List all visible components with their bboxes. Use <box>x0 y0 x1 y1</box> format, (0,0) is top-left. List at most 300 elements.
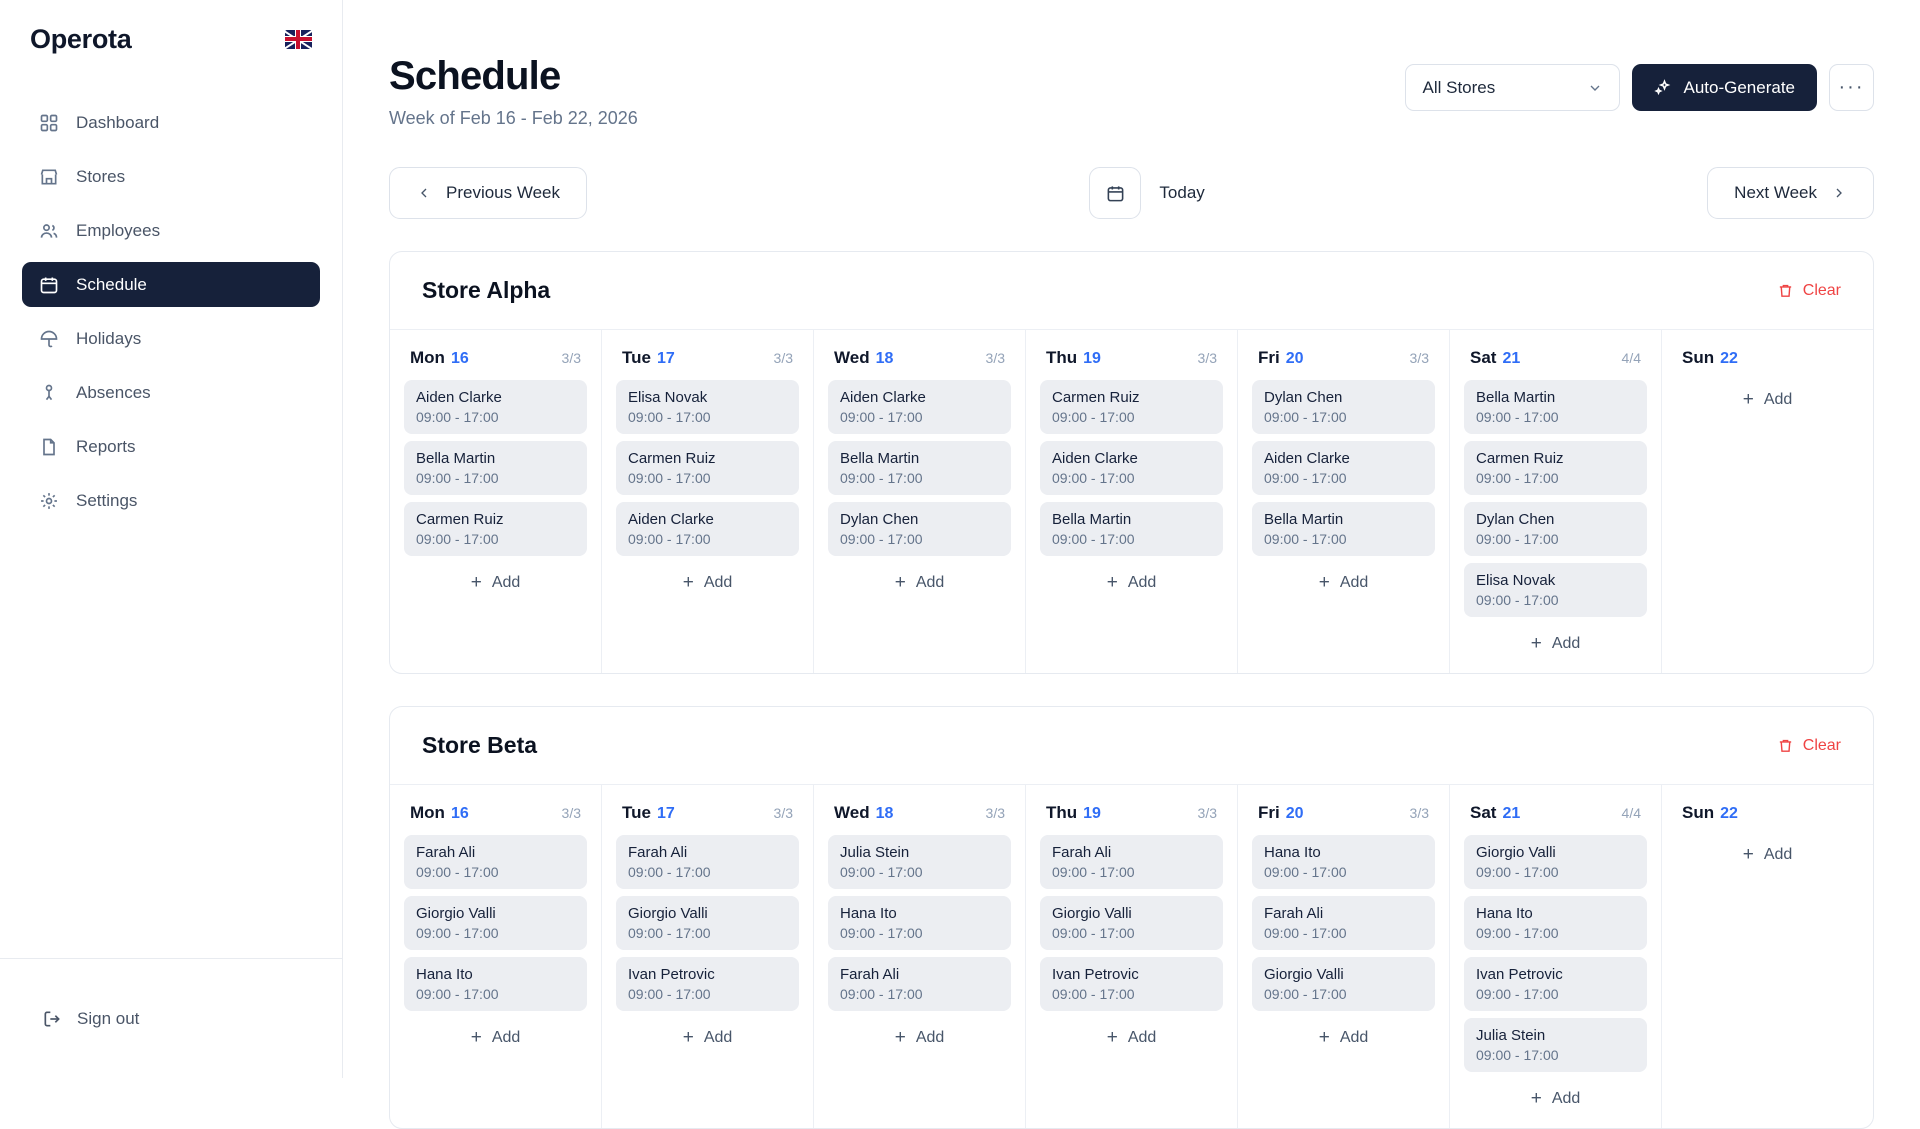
store-name: Store Alpha <box>422 277 551 303</box>
day-header <box>1464 799 1647 835</box>
page-title: Schedule <box>389 54 561 98</box>
shift-time: 09:00 - 17:00 <box>416 986 499 1002</box>
store-card <box>389 706 1874 1129</box>
shift-block[interactable] <box>1252 896 1435 950</box>
clear-schedule-button[interactable] <box>1777 737 1841 755</box>
day-title <box>1258 803 1304 823</box>
day-name: Mon <box>410 803 445 822</box>
day-title <box>1682 803 1738 823</box>
day-staff-count: 3/3 <box>985 805 1005 821</box>
day-staff-count: 3/3 <box>773 350 793 366</box>
sidebar-item-holidays[interactable] <box>22 316 320 361</box>
person-off-icon <box>38 382 60 404</box>
day-title <box>410 348 469 368</box>
add-label: Add <box>1339 573 1369 591</box>
day-title <box>834 803 893 823</box>
shift-time: 09:00 - 17:00 <box>1264 986 1347 1002</box>
next-week-label: Next Week <box>1734 183 1817 202</box>
shift-employee: Bella Martin <box>1476 389 1556 406</box>
shift-block[interactable] <box>1464 896 1647 950</box>
shift-block[interactable] <box>1252 502 1435 556</box>
day-name: Tue <box>622 348 651 367</box>
day-number: 16 <box>450 805 469 822</box>
users-icon <box>38 220 60 242</box>
sidebar-item-absences[interactable] <box>22 370 320 415</box>
add-label: Add <box>491 1028 521 1046</box>
shift-employee: Carmen Ruiz <box>1476 450 1564 467</box>
dashboard-icon <box>38 112 60 134</box>
add-label: Add <box>1551 634 1581 652</box>
shift-time: 09:00 - 17:00 <box>840 531 923 547</box>
day-staff-count: 3/3 <box>985 350 1005 366</box>
logout-icon <box>42 1009 62 1029</box>
plus-icon: + <box>894 1027 906 1048</box>
shift-time: 09:00 - 17:00 <box>1476 470 1559 486</box>
shift-time: 09:00 - 17:00 <box>1476 409 1559 425</box>
shift-block[interactable] <box>1464 563 1647 617</box>
shift-time: 09:00 - 17:00 <box>840 925 923 941</box>
chevron-left-icon <box>416 185 432 201</box>
shift-block[interactable] <box>404 896 587 950</box>
day-header <box>616 799 799 835</box>
add-label: Add <box>915 573 945 591</box>
day-header <box>828 344 1011 380</box>
day-number: 22 <box>1720 805 1738 822</box>
more-options-button[interactable]: ··· <box>1829 64 1874 111</box>
shift-block[interactable] <box>1252 441 1435 495</box>
trash-icon <box>1777 737 1794 754</box>
sidebar <box>0 0 343 1078</box>
day-header <box>1464 344 1647 380</box>
shift-time: 09:00 - 17:00 <box>840 864 923 880</box>
store-card <box>389 251 1874 674</box>
shift-block[interactable] <box>404 835 587 889</box>
shift-block[interactable] <box>828 441 1011 495</box>
day-name: Wed <box>834 803 870 822</box>
shift-time: 09:00 - 17:00 <box>1052 470 1135 486</box>
shift-time: 09:00 - 17:00 <box>1476 531 1559 547</box>
shift-time: 09:00 - 17:00 <box>1476 592 1559 608</box>
shift-block[interactable] <box>404 441 587 495</box>
shift-employee: Aiden Clarke <box>628 511 714 528</box>
day-column <box>1450 785 1662 1128</box>
plus-icon: + <box>1106 1027 1118 1048</box>
day-column <box>602 785 814 1128</box>
shift-block[interactable] <box>1464 441 1647 495</box>
day-staff-count: 3/3 <box>1409 805 1429 821</box>
add-shift-button[interactable] <box>1464 1079 1647 1110</box>
next-week-button[interactable] <box>1707 167 1874 219</box>
day-title <box>1046 348 1101 368</box>
shift-employee: Bella Martin <box>840 450 920 467</box>
add-shift-button[interactable] <box>1464 624 1647 655</box>
day-number: 20 <box>1285 350 1304 367</box>
add-label: Add <box>1763 390 1793 408</box>
auto-generate-button[interactable] <box>1632 64 1817 111</box>
store-schedule-list <box>389 251 1874 1129</box>
today-button[interactable]: Today <box>1159 183 1205 202</box>
day-number: 18 <box>875 805 894 822</box>
plus-icon: + <box>1742 844 1754 865</box>
shift-block[interactable] <box>1252 380 1435 434</box>
header-actions <box>1405 54 1874 111</box>
day-column <box>814 785 1026 1128</box>
day-title <box>1258 348 1304 368</box>
sidebar-item-label: Reports <box>76 436 136 456</box>
shift-time: 09:00 - 17:00 <box>1476 864 1559 880</box>
sidebar-item-settings[interactable] <box>22 478 320 523</box>
week-days <box>390 330 1873 673</box>
uk-flag-icon[interactable] <box>285 30 312 49</box>
shift-block[interactable] <box>616 957 799 1011</box>
day-number: 17 <box>656 805 675 822</box>
day-name: Thu <box>1046 348 1078 367</box>
add-shift-button[interactable] <box>1252 563 1435 594</box>
day-column <box>1026 330 1238 673</box>
shift-block[interactable] <box>1040 502 1223 556</box>
day-number: 21 <box>1502 805 1521 822</box>
shift-employee: Farah Ali <box>840 966 900 983</box>
shift-time: 09:00 - 17:00 <box>628 531 711 547</box>
add-label: Add <box>1339 1028 1369 1046</box>
shift-block[interactable] <box>828 502 1011 556</box>
shift-employee: Bella Martin <box>1052 511 1132 528</box>
day-column <box>390 785 602 1128</box>
day-name: Sat <box>1470 348 1497 367</box>
shift-employee: Ivan Petrovic <box>1476 966 1563 983</box>
app-logo: Operota <box>30 23 132 54</box>
day-column <box>1026 785 1238 1128</box>
shift-time: 09:00 - 17:00 <box>628 925 711 941</box>
day-name: Mon <box>410 348 445 367</box>
shift-time: 09:00 - 17:00 <box>1476 925 1559 941</box>
plus-icon: + <box>1530 1088 1542 1109</box>
document-icon <box>38 436 60 458</box>
shift-time: 09:00 - 17:00 <box>1264 925 1347 941</box>
plus-icon: + <box>470 1027 482 1048</box>
add-label: Add <box>703 1028 733 1046</box>
plus-icon: + <box>1530 633 1542 654</box>
day-staff-count: 4/4 <box>1621 805 1641 821</box>
add-shift-button[interactable] <box>1040 563 1223 594</box>
day-number: 19 <box>1083 350 1101 367</box>
day-title <box>834 348 893 368</box>
week-days <box>390 785 1873 1128</box>
shift-employee: Bella Martin <box>416 450 496 467</box>
shift-time: 09:00 - 17:00 <box>416 470 499 486</box>
day-name: Tue <box>622 803 651 822</box>
sidebar-item-label: Dashboard <box>76 112 160 132</box>
shift-time: 09:00 - 17:00 <box>1476 1047 1559 1063</box>
day-column <box>390 330 602 673</box>
shift-employee: Aiden Clarke <box>416 389 502 406</box>
shift-time: 09:00 - 17:00 <box>1052 925 1135 941</box>
page-title-block <box>389 54 638 129</box>
shift-block[interactable] <box>828 835 1011 889</box>
sidebar-item-stores[interactable] <box>22 154 320 199</box>
chevron-right-icon <box>1831 185 1847 201</box>
shift-block[interactable] <box>1464 1018 1647 1072</box>
day-name: Sun <box>1682 803 1715 822</box>
shift-block[interactable] <box>1464 835 1647 889</box>
shift-block[interactable] <box>1464 502 1647 556</box>
clear-label: Clear <box>1802 281 1841 299</box>
shift-employee: Aiden Clarke <box>1052 450 1138 467</box>
add-shift-button[interactable] <box>616 563 799 594</box>
calendar-picker-button[interactable] <box>1089 167 1141 219</box>
shift-block[interactable] <box>1040 835 1223 889</box>
day-number: 22 <box>1720 350 1738 367</box>
shift-employee: Carmen Ruiz <box>1052 389 1140 406</box>
shift-block[interactable] <box>616 896 799 950</box>
store-name: Store Beta <box>422 732 538 758</box>
shift-time: 09:00 - 17:00 <box>1264 409 1347 425</box>
day-title <box>1470 348 1520 368</box>
shift-employee: Hana Ito <box>1476 905 1533 922</box>
shift-employee: Aiden Clarke <box>1264 450 1350 467</box>
shift-time: 09:00 - 17:00 <box>416 409 499 425</box>
day-number: 16 <box>450 350 469 367</box>
day-column <box>1450 330 1662 673</box>
day-header <box>1676 799 1859 835</box>
auto-generate-label: Auto-Generate <box>1683 77 1795 97</box>
shift-time: 09:00 - 17:00 <box>840 470 923 486</box>
shift-block[interactable] <box>1040 957 1223 1011</box>
shift-employee: Carmen Ruiz <box>416 511 504 528</box>
sidebar-item-label: Schedule <box>76 274 147 294</box>
day-staff-count: 3/3 <box>561 805 581 821</box>
day-staff-count: 3/3 <box>1197 350 1217 366</box>
day-header <box>404 344 587 380</box>
shift-employee: Carmen Ruiz <box>628 450 716 467</box>
shift-time: 09:00 - 17:00 <box>1264 470 1347 486</box>
trash-icon <box>1777 282 1794 299</box>
plus-icon: + <box>894 572 906 593</box>
store-icon <box>38 166 60 188</box>
day-staff-count: 4/4 <box>1621 350 1641 366</box>
store-filter-select[interactable] <box>1405 64 1620 111</box>
add-shift-button[interactable] <box>828 563 1011 594</box>
sidebar-nav <box>0 78 342 958</box>
shift-block[interactable] <box>1252 835 1435 889</box>
plus-icon: + <box>1318 572 1330 593</box>
shift-employee: Dylan Chen <box>1264 389 1343 406</box>
shift-time: 09:00 - 17:00 <box>628 409 711 425</box>
day-title <box>1046 803 1101 823</box>
shift-block[interactable] <box>616 380 799 434</box>
shift-block[interactable] <box>1040 896 1223 950</box>
shift-employee: Giorgio Valli <box>628 905 708 922</box>
day-number: 18 <box>875 350 894 367</box>
add-label: Add <box>1551 1089 1581 1107</box>
sidebar-item-label: Employees <box>76 220 161 240</box>
shift-block[interactable] <box>1040 380 1223 434</box>
shift-block[interactable] <box>828 380 1011 434</box>
sidebar-item-label: Absences <box>76 382 151 402</box>
store-filter-value: All Stores <box>1422 77 1496 97</box>
shift-block[interactable] <box>616 835 799 889</box>
day-header <box>616 344 799 380</box>
day-title <box>622 803 675 823</box>
shift-block[interactable] <box>828 896 1011 950</box>
day-header <box>1252 799 1435 835</box>
day-number: 21 <box>1502 350 1521 367</box>
shift-block[interactable] <box>1252 957 1435 1011</box>
day-title <box>622 348 675 368</box>
shift-block[interactable] <box>1040 441 1223 495</box>
sidebar-item-employees[interactable] <box>22 208 320 253</box>
shift-employee: Elisa Novak <box>1476 572 1556 589</box>
add-shift-button[interactable] <box>828 1018 1011 1049</box>
shift-time: 09:00 - 17:00 <box>416 531 499 547</box>
day-name: Fri <box>1258 348 1280 367</box>
add-label: Add <box>1763 845 1793 863</box>
day-staff-count: 3/3 <box>1409 350 1429 366</box>
clear-schedule-button[interactable] <box>1777 282 1841 300</box>
shift-time: 09:00 - 17:00 <box>1052 864 1135 880</box>
today-group <box>1089 167 1204 219</box>
shift-employee: Hana Ito <box>840 905 897 922</box>
add-shift-button[interactable] <box>404 1018 587 1049</box>
page-header <box>389 54 1874 129</box>
shift-employee: Julia Stein <box>840 844 910 861</box>
sidebar-item-label: Holidays <box>76 328 142 348</box>
day-number: 19 <box>1083 805 1101 822</box>
day-number: 20 <box>1285 805 1304 822</box>
sidebar-footer <box>0 958 342 1078</box>
shift-employee: Julia Stein <box>1476 1027 1546 1044</box>
add-label: Add <box>491 573 521 591</box>
shift-employee: Hana Ito <box>1264 844 1321 861</box>
day-name: Sun <box>1682 348 1715 367</box>
shift-time: 09:00 - 17:00 <box>628 864 711 880</box>
shift-block[interactable] <box>404 957 587 1011</box>
previous-week-button[interactable] <box>389 167 587 219</box>
shift-employee: Dylan Chen <box>840 511 919 528</box>
day-column <box>814 330 1026 673</box>
sidebar-header <box>0 0 342 78</box>
day-staff-count: 3/3 <box>773 805 793 821</box>
store-card-header <box>390 707 1873 785</box>
day-title <box>1682 348 1738 368</box>
day-header <box>1676 344 1859 380</box>
sidebar-item-label: Stores <box>76 166 126 186</box>
shift-employee: Giorgio Valli <box>416 905 496 922</box>
add-label: Add <box>1127 1028 1157 1046</box>
sidebar-item-dashboard[interactable] <box>22 100 320 145</box>
add-label: Add <box>703 573 733 591</box>
shift-time: 09:00 - 17:00 <box>1052 409 1135 425</box>
shift-time: 09:00 - 17:00 <box>1264 864 1347 880</box>
sign-out-label: Sign out <box>77 1008 140 1028</box>
shift-employee: Farah Ali <box>1264 905 1324 922</box>
umbrella-icon <box>38 328 60 350</box>
day-name: Fri <box>1258 803 1280 822</box>
shift-employee: Dylan Chen <box>1476 511 1555 528</box>
sparkle-icon <box>1654 79 1672 97</box>
day-header <box>1040 344 1223 380</box>
shift-block[interactable] <box>1464 380 1647 434</box>
store-card-header <box>390 252 1873 330</box>
plus-icon: + <box>682 1027 694 1048</box>
plus-icon: + <box>682 572 694 593</box>
shift-time: 09:00 - 17:00 <box>416 864 499 880</box>
add-shift-button[interactable] <box>1040 1018 1223 1049</box>
plus-icon: + <box>1106 572 1118 593</box>
shift-block[interactable] <box>404 380 587 434</box>
shift-time: 09:00 - 17:00 <box>1264 531 1347 547</box>
shift-time: 09:00 - 17:00 <box>1052 531 1135 547</box>
day-staff-count: 3/3 <box>1197 805 1217 821</box>
shift-employee: Farah Ali <box>628 844 688 861</box>
shift-block[interactable] <box>828 957 1011 1011</box>
shift-time: 09:00 - 17:00 <box>628 470 711 486</box>
day-column <box>602 330 814 673</box>
previous-week-label: Previous Week <box>446 183 561 202</box>
shift-employee: Giorgio Valli <box>1476 844 1556 861</box>
shift-employee: Giorgio Valli <box>1052 905 1132 922</box>
shift-employee: Giorgio Valli <box>1264 966 1344 983</box>
gear-icon <box>38 490 60 512</box>
sidebar-item-schedule[interactable] <box>22 262 320 307</box>
clear-label: Clear <box>1802 736 1841 754</box>
day-title <box>410 803 469 823</box>
shift-block[interactable] <box>404 502 587 556</box>
day-header <box>1040 799 1223 835</box>
day-number: 17 <box>656 350 675 367</box>
add-label: Add <box>1127 573 1157 591</box>
sign-out-button[interactable] <box>42 1009 139 1029</box>
add-label: Add <box>915 1028 945 1046</box>
add-shift-button[interactable] <box>1676 380 1859 411</box>
shift-employee: Ivan Petrovic <box>628 966 715 983</box>
page-subtitle: Week of Feb 16 - Feb 22, 2026 <box>389 108 638 128</box>
shift-time: 09:00 - 17:00 <box>840 986 923 1002</box>
add-shift-button[interactable] <box>616 1018 799 1049</box>
day-column <box>1238 330 1450 673</box>
shift-block[interactable] <box>1464 957 1647 1011</box>
shift-time: 09:00 - 17:00 <box>1476 986 1559 1002</box>
add-shift-button[interactable] <box>1676 835 1859 866</box>
shift-time: 09:00 - 17:00 <box>416 925 499 941</box>
shift-employee: Bella Martin <box>1264 511 1344 528</box>
shift-time: 09:00 - 17:00 <box>1052 986 1135 1002</box>
shift-time: 09:00 - 17:00 <box>840 409 923 425</box>
chevron-down-icon <box>1587 80 1603 96</box>
shift-block[interactable] <box>616 441 799 495</box>
week-navigation <box>389 167 1874 219</box>
calendar-icon <box>38 274 60 296</box>
shift-block[interactable] <box>616 502 799 556</box>
day-column <box>1238 785 1450 1128</box>
add-shift-button[interactable] <box>404 563 587 594</box>
plus-icon: + <box>1742 389 1754 410</box>
plus-icon: + <box>1318 1027 1330 1048</box>
sidebar-item-reports[interactable] <box>22 424 320 469</box>
shift-employee: Hana Ito <box>416 966 473 983</box>
shift-employee: Elisa Novak <box>628 389 708 406</box>
day-name: Wed <box>834 348 870 367</box>
plus-icon: + <box>470 572 482 593</box>
sidebar-item-label: Settings <box>76 490 138 510</box>
day-header <box>404 799 587 835</box>
day-column <box>1662 330 1873 673</box>
add-shift-button[interactable] <box>1252 1018 1435 1049</box>
day-staff-count: 3/3 <box>561 350 581 366</box>
calendar-icon <box>1106 184 1125 203</box>
shift-employee: Farah Ali <box>1052 844 1112 861</box>
shift-employee: Ivan Petrovic <box>1052 966 1139 983</box>
